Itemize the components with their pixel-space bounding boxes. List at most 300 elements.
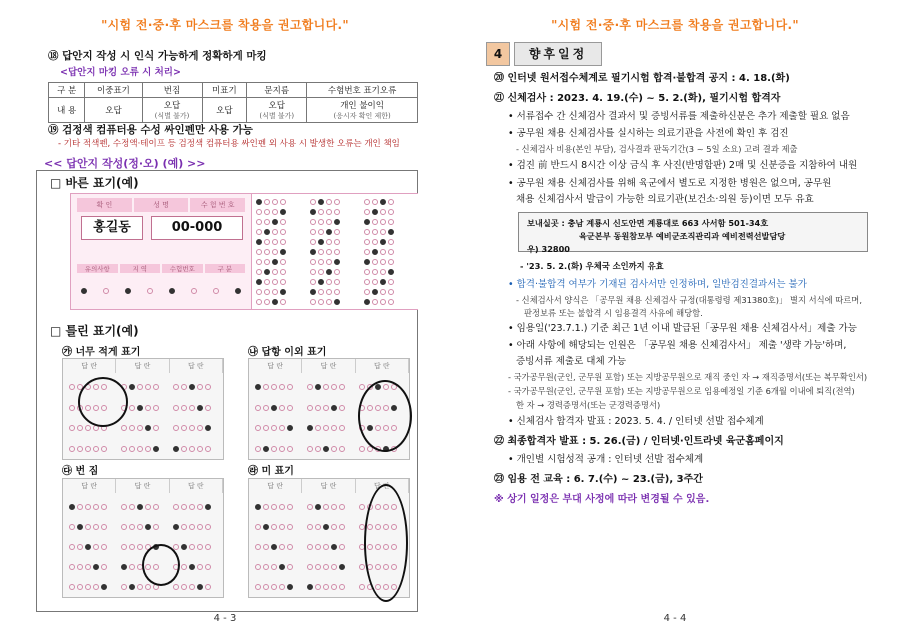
answer-bubble bbox=[121, 544, 127, 550]
omr-side-label: 수험번호 bbox=[162, 264, 203, 273]
answer-bubble bbox=[189, 524, 195, 530]
answer-bubble bbox=[318, 239, 324, 245]
answer-bubble bbox=[359, 384, 365, 390]
bullet-4b: 채용 신체검사서 발급이 가능한 의료기관(보건소·의원 등)이면 모두 유효 bbox=[516, 194, 814, 205]
answer-bubble bbox=[153, 384, 159, 390]
bullet-7a: • 아래 사항에 해당되는 인원은 「공무원 채용 신체검사서」 제출 '생략 가능'하며, bbox=[508, 340, 847, 351]
answer-header: 답 란 bbox=[63, 479, 116, 493]
answer-header: 답 란 bbox=[356, 479, 409, 493]
omr-side-bubbles bbox=[77, 278, 245, 304]
answer-bubble bbox=[334, 259, 340, 265]
answer-bubble bbox=[315, 504, 321, 510]
answer-bubble bbox=[287, 425, 293, 431]
answer-bubble bbox=[326, 239, 332, 245]
answer-bubble bbox=[326, 199, 332, 205]
answer-bubble bbox=[263, 425, 269, 431]
bubble-row bbox=[310, 288, 340, 296]
bubble-row bbox=[310, 248, 340, 256]
answer-bubble bbox=[279, 544, 285, 550]
answer-bubble bbox=[279, 384, 285, 390]
bubble-row bbox=[307, 503, 345, 512]
answer-bubble bbox=[197, 524, 203, 530]
bubble-row bbox=[364, 208, 394, 216]
bubble-row bbox=[307, 543, 345, 552]
highlight-circle bbox=[142, 544, 180, 586]
answer-bubble bbox=[271, 544, 277, 550]
answer-bubble bbox=[129, 544, 135, 550]
answer-bubble bbox=[310, 299, 316, 305]
bubble-row bbox=[364, 268, 394, 276]
bubble-row bbox=[307, 563, 345, 572]
bubble-row bbox=[69, 523, 107, 532]
answer-bubble bbox=[334, 249, 340, 255]
answer-bubble bbox=[271, 584, 277, 590]
answer-header: 답 란 bbox=[302, 359, 355, 373]
answer-bubble bbox=[279, 584, 285, 590]
answer-bubble bbox=[121, 425, 127, 431]
answer-bubble bbox=[137, 544, 143, 550]
mask-banner: "시험 전·중·후 마스크를 착용을 권고합니다." bbox=[551, 18, 799, 32]
bubble-row bbox=[310, 268, 340, 276]
address-line: 육군본부 동원참모부 예비군조직관리과 예비전력선발담당 bbox=[579, 231, 786, 241]
table-header: 구 분 bbox=[49, 83, 85, 98]
answer-bubble bbox=[129, 405, 135, 411]
answer-bubble bbox=[307, 584, 313, 590]
answer-bubble bbox=[388, 259, 394, 265]
answer-bubble bbox=[318, 199, 324, 205]
bubble-row bbox=[69, 543, 107, 552]
answer-bubble bbox=[272, 259, 278, 265]
answer-bubble bbox=[315, 584, 321, 590]
answer-bubble bbox=[197, 544, 203, 550]
answer-bubble bbox=[310, 209, 316, 215]
answer-bubble bbox=[264, 219, 270, 225]
highlight-circle bbox=[364, 484, 408, 602]
answer-bubble bbox=[331, 446, 337, 452]
answer-bubble bbox=[388, 239, 394, 245]
answer-bubble bbox=[359, 564, 365, 570]
answer-bubble bbox=[334, 289, 340, 295]
answer-bubble bbox=[279, 425, 285, 431]
answer-bubble bbox=[372, 239, 378, 245]
answer-bubble bbox=[364, 269, 370, 275]
answer-bubble bbox=[372, 259, 378, 265]
answer-bubble bbox=[85, 504, 91, 510]
answer-bubble bbox=[189, 405, 195, 411]
answer-bubble bbox=[272, 219, 278, 225]
answer-bubble bbox=[279, 405, 285, 411]
omr-label: 확 인 bbox=[77, 198, 132, 212]
answer-bubble bbox=[331, 405, 337, 411]
answer-bubble bbox=[388, 269, 394, 275]
answer-bubble bbox=[326, 279, 332, 285]
bubble-row bbox=[69, 563, 107, 572]
answer-bubble bbox=[310, 289, 316, 295]
answer-bubble bbox=[77, 524, 83, 530]
bubble-row bbox=[256, 288, 286, 296]
answer-bubble bbox=[77, 504, 83, 510]
answer-bubble bbox=[271, 504, 277, 510]
answer-bubble bbox=[255, 446, 261, 452]
bubble-row bbox=[121, 444, 159, 453]
answer-bubble bbox=[331, 425, 337, 431]
bullet-7b: 증빙서류 제출로 대체 가능 bbox=[516, 356, 627, 367]
answer-bubble bbox=[323, 384, 329, 390]
answer-bubble bbox=[310, 219, 316, 225]
answer-bubble bbox=[280, 219, 286, 225]
answer-bubble bbox=[334, 219, 340, 225]
answer-bubble bbox=[364, 239, 370, 245]
section-title: 향후일정 bbox=[514, 42, 602, 66]
answer-bubble bbox=[271, 425, 277, 431]
answer-bubble bbox=[256, 269, 262, 275]
bubble-row bbox=[364, 278, 394, 286]
answer-bubble bbox=[315, 544, 321, 550]
answer-bubble bbox=[121, 446, 127, 452]
answer-bubble bbox=[388, 229, 394, 235]
answer-bubble bbox=[388, 219, 394, 225]
answer-bubble bbox=[326, 249, 332, 255]
bubble-row bbox=[364, 218, 394, 226]
answer-bubble bbox=[307, 384, 313, 390]
answer-bubble bbox=[263, 405, 269, 411]
bubble-row bbox=[307, 523, 345, 532]
bubble-row bbox=[255, 403, 293, 412]
page-right bbox=[450, 0, 900, 636]
bubble-row bbox=[256, 228, 286, 236]
answer-bubble bbox=[339, 446, 345, 452]
bubble-row bbox=[173, 383, 211, 392]
bubble-row bbox=[256, 218, 286, 226]
answer-bubble bbox=[69, 544, 75, 550]
answer-bubble bbox=[318, 269, 324, 275]
answer-bubble bbox=[129, 504, 135, 510]
answer-bubble bbox=[93, 544, 99, 550]
omr-side-label: 구 분 bbox=[205, 264, 246, 273]
answer-bubble bbox=[189, 425, 195, 431]
answer-bubble bbox=[331, 504, 337, 510]
omr-code-value: 00-000 bbox=[151, 216, 243, 240]
answer-header: 답 란 bbox=[170, 479, 223, 493]
answer-bubble bbox=[77, 544, 83, 550]
table-header: 수험번호 표기오류 bbox=[307, 83, 418, 98]
address-line: 우) 32800 bbox=[527, 244, 570, 254]
answer-bubble bbox=[323, 544, 329, 550]
answer-bubble bbox=[121, 564, 127, 570]
answer-bubble bbox=[121, 584, 127, 590]
answer-bubble bbox=[310, 199, 316, 205]
answer-bubble bbox=[197, 504, 203, 510]
wrong-example-title: □ 틀린 표기(예) bbox=[50, 324, 139, 338]
bubble-row bbox=[256, 258, 286, 266]
table-cell: 오답 (식별 불가) bbox=[142, 98, 202, 123]
answer-bubble bbox=[256, 249, 262, 255]
table-cell: 오답 bbox=[85, 98, 142, 123]
answer-bubble bbox=[287, 564, 293, 570]
answer-bubble bbox=[364, 279, 370, 285]
correct-omr-sheet bbox=[70, 193, 418, 310]
bubble-row bbox=[310, 198, 340, 206]
bubble-row bbox=[121, 424, 159, 433]
answer-bubble bbox=[256, 199, 262, 205]
answer-bubble bbox=[256, 239, 262, 245]
answer-bubble bbox=[331, 524, 337, 530]
answer-bubble bbox=[372, 289, 378, 295]
answer-bubble bbox=[326, 219, 332, 225]
answer-bubble bbox=[307, 504, 313, 510]
answer-bubble bbox=[279, 504, 285, 510]
answer-bubble bbox=[364, 219, 370, 225]
postmark-deadline: - '23. 5. 2.(화) 우체국 소인까지 유효 bbox=[520, 261, 664, 271]
answer-bubble bbox=[315, 446, 321, 452]
answer-bubble bbox=[85, 564, 91, 570]
answer-bubble bbox=[255, 384, 261, 390]
answer-bubble bbox=[101, 564, 107, 570]
bubble-row bbox=[256, 278, 286, 286]
answer-bubble bbox=[315, 384, 321, 390]
answer-bubble bbox=[264, 289, 270, 295]
answer-bubble bbox=[256, 229, 262, 235]
answer-bubble bbox=[380, 259, 386, 265]
answer-bubble bbox=[310, 239, 316, 245]
bubble-row bbox=[69, 503, 107, 512]
answer-bubble bbox=[323, 564, 329, 570]
answer-bubble bbox=[93, 584, 99, 590]
answer-bubble bbox=[85, 544, 91, 550]
answer-bubble bbox=[326, 209, 332, 215]
answer-bubble bbox=[310, 279, 316, 285]
answer-bubble bbox=[197, 405, 203, 411]
answer-bubble bbox=[272, 199, 278, 205]
bubble-row bbox=[256, 248, 286, 256]
answer-bubble bbox=[364, 229, 370, 235]
answer-bubble bbox=[388, 279, 394, 285]
answer-bubble bbox=[153, 504, 159, 510]
answer-bubble bbox=[372, 269, 378, 275]
answer-bubble bbox=[173, 405, 179, 411]
case-unmarked-title: ㉱ 미 표기 bbox=[248, 466, 294, 477]
answer-bubble bbox=[279, 524, 285, 530]
answer-bubble bbox=[272, 229, 278, 235]
answer-bubble bbox=[318, 279, 324, 285]
table-header: 문지름 bbox=[247, 83, 307, 98]
answer-bubble bbox=[145, 524, 151, 530]
schedule-notice: ※ 상기 일정은 부대 사정에 따라 변경될 수 있음. bbox=[494, 494, 710, 505]
bullet-2-note: - 신체검사 비용(본인 부담), 검사결과 판독기간(3 ~ 5일 소요) 고려 결과 제출 bbox=[516, 144, 798, 154]
answer-bubble bbox=[380, 299, 386, 305]
answer-bubble bbox=[280, 299, 286, 305]
answer-bubble bbox=[197, 446, 203, 452]
answer-bubble bbox=[380, 229, 386, 235]
answer-bubble bbox=[388, 209, 394, 215]
answer-bubble bbox=[263, 446, 269, 452]
answer-bubble bbox=[315, 405, 321, 411]
bubble-row bbox=[310, 278, 340, 286]
bubble-row bbox=[256, 268, 286, 276]
answer-bubble bbox=[280, 259, 286, 265]
item-18-title: ⑱ 답안지 작성 시 인식 가능하게 정확하게 마킹 bbox=[48, 50, 267, 62]
answer-bubble bbox=[256, 259, 262, 265]
answer-bubble bbox=[334, 299, 340, 305]
bullet-7-note: - 국가공무원(군인, 군무원 포함) 또는 지방공무원으로 임용예정일 기준 6개월 이내에 퇴직(전역) bbox=[508, 386, 855, 396]
bullet-4a: • 공무원 채용 신체검사를 위해 육군에서 별도로 지정한 병원은 없으며, 공무원 bbox=[508, 178, 832, 189]
answer-bubble bbox=[264, 199, 270, 205]
answer-header-row bbox=[249, 359, 409, 373]
highlight-circle bbox=[78, 377, 128, 427]
highlight-circle bbox=[358, 380, 412, 452]
answer-bubble bbox=[280, 229, 286, 235]
answer-bubble bbox=[380, 279, 386, 285]
bullet-3: • 검진 前 반드시 8시간 이상 금식 후 사진(반명함판) 2매 및 신분증을 지참하여 내원 bbox=[508, 160, 858, 171]
answer-header: 답 란 bbox=[249, 479, 302, 493]
answer-bubble bbox=[255, 504, 261, 510]
answer-bubble bbox=[280, 199, 286, 205]
answer-bubble bbox=[137, 446, 143, 452]
answer-bubble bbox=[380, 249, 386, 255]
answer-bubble bbox=[129, 425, 135, 431]
answer-bubble bbox=[380, 239, 386, 245]
answer-bubble bbox=[315, 524, 321, 530]
bubble-row bbox=[310, 238, 340, 246]
answer-bubble bbox=[339, 384, 345, 390]
answer-bubble bbox=[315, 564, 321, 570]
answer-bubble bbox=[264, 229, 270, 235]
answer-bubble bbox=[331, 544, 337, 550]
bubble-row bbox=[256, 298, 286, 306]
answer-bubble bbox=[326, 229, 332, 235]
answer-bubble bbox=[372, 229, 378, 235]
case-too-small-title: ㉮ 너무 적게 표기 bbox=[62, 347, 141, 358]
answer-bubble bbox=[145, 446, 151, 452]
answer-bubble bbox=[271, 564, 277, 570]
case-smudge-title: ㉰ 번 짐 bbox=[62, 466, 99, 477]
answer-bubble bbox=[255, 425, 261, 431]
answer-bubble bbox=[189, 384, 195, 390]
answer-bubble bbox=[279, 446, 285, 452]
answer-bubble bbox=[173, 524, 179, 530]
answer-bubble bbox=[205, 584, 211, 590]
answer-bubble bbox=[145, 504, 151, 510]
answer-bubble bbox=[287, 446, 293, 452]
answer-bubble bbox=[318, 219, 324, 225]
bubble-row bbox=[256, 238, 286, 246]
item-23: ㉓ 임용 전 교육 : 6. 7.(수) ~ 23.(금), 3주간 bbox=[494, 474, 703, 485]
bubble-row bbox=[255, 583, 293, 592]
answer-bubble bbox=[137, 584, 143, 590]
answer-bubble bbox=[205, 425, 211, 431]
answer-bubble bbox=[101, 446, 107, 452]
answer-header: 답 란 bbox=[116, 479, 169, 493]
answer-bubble bbox=[137, 405, 143, 411]
bubble-row bbox=[310, 208, 340, 216]
answer-bubble bbox=[69, 405, 75, 411]
answer-bubble bbox=[77, 446, 83, 452]
answer-bubble bbox=[197, 584, 203, 590]
answer-bubble bbox=[364, 249, 370, 255]
answer-bubble bbox=[256, 289, 262, 295]
answer-bubble bbox=[77, 584, 83, 590]
bullet-8: • 신체검사 합격자 발표 : 2023. 5. 4. / 인터넷 선발 접수체계 bbox=[508, 416, 764, 427]
answer-bubble bbox=[280, 279, 286, 285]
bubble-row bbox=[173, 543, 211, 552]
item-21: ㉑ 신체검사 : 2023. 4. 19.(수) ~ 5. 2.(화), 필기시험 합격자 bbox=[494, 93, 781, 104]
mailing-address-box bbox=[518, 212, 868, 252]
marking-error-table bbox=[48, 82, 418, 123]
answer-bubble bbox=[271, 446, 277, 452]
answer-bubble bbox=[318, 299, 324, 305]
answer-bubble bbox=[263, 584, 269, 590]
answer-bubble bbox=[315, 425, 321, 431]
bubble-row bbox=[307, 444, 345, 453]
answer-header: 답 란 bbox=[302, 479, 355, 493]
answer-bubble bbox=[334, 199, 340, 205]
bullet-7-note: 한 자 → 경력증명서(또는 군경력증명서) bbox=[516, 400, 661, 410]
answer-bubble bbox=[255, 564, 261, 570]
answer-bubble bbox=[205, 384, 211, 390]
bubble-row bbox=[256, 208, 286, 216]
answer-bubble bbox=[264, 299, 270, 305]
answer-bubble bbox=[287, 544, 293, 550]
answer-bubble bbox=[359, 584, 365, 590]
answer-bubble bbox=[339, 564, 345, 570]
bubble-row bbox=[310, 218, 340, 226]
answer-bubble bbox=[153, 524, 159, 530]
answer-bubble bbox=[380, 199, 386, 205]
answer-bubble bbox=[339, 544, 345, 550]
answer-bubble bbox=[101, 544, 107, 550]
answer-bubble bbox=[372, 249, 378, 255]
bubble-row bbox=[307, 424, 345, 433]
answer-header: 답 란 bbox=[249, 359, 302, 373]
answer-bubble bbox=[145, 425, 151, 431]
answer-bubble bbox=[279, 564, 285, 570]
answer-bubble bbox=[307, 446, 313, 452]
answer-bubble bbox=[287, 405, 293, 411]
answer-bubble bbox=[307, 425, 313, 431]
answer-bubble bbox=[101, 524, 107, 530]
answer-bubble bbox=[388, 299, 394, 305]
answer-bubble bbox=[380, 289, 386, 295]
bubble-row bbox=[173, 424, 211, 433]
answer-bubble bbox=[326, 259, 332, 265]
bullet-5-note: - 신체검사서 양식은 「공무원 채용 신체검사 규정(대통령령 제31380호)」 별지 서식에 따르며, bbox=[516, 295, 862, 305]
answer-bubble bbox=[85, 524, 91, 530]
answer-bubble bbox=[173, 504, 179, 510]
item-19-title: ⑲ 검정색 컴퓨터용 수성 싸인펜만 사용 가능 bbox=[48, 124, 253, 136]
answer-bubble bbox=[93, 524, 99, 530]
answer-bubble bbox=[181, 564, 187, 570]
answer-bubble bbox=[129, 384, 135, 390]
item-19-note: - 기타 적색펜, 수정액·테이프 등 검정색 컴퓨터용 싸인펜 외 사용 시 발생한 오류는 개인 책임 bbox=[58, 139, 400, 149]
answer-bubble bbox=[263, 544, 269, 550]
bubble-row bbox=[255, 383, 293, 392]
answer-bubble bbox=[129, 446, 135, 452]
answer-bubble bbox=[287, 504, 293, 510]
omr-label: 성 명 bbox=[134, 198, 189, 212]
bubble-row bbox=[364, 258, 394, 266]
answer-bubble bbox=[331, 384, 337, 390]
answer-bubble bbox=[153, 425, 159, 431]
answer-bubble bbox=[173, 584, 179, 590]
bubble-row bbox=[255, 563, 293, 572]
answer-bubble bbox=[372, 219, 378, 225]
answer-bubble bbox=[323, 405, 329, 411]
answer-bubble bbox=[264, 259, 270, 265]
answer-bubble bbox=[137, 504, 143, 510]
answer-header: 답 란 bbox=[63, 359, 116, 373]
answer-bubble bbox=[255, 584, 261, 590]
answer-bubble bbox=[331, 564, 337, 570]
